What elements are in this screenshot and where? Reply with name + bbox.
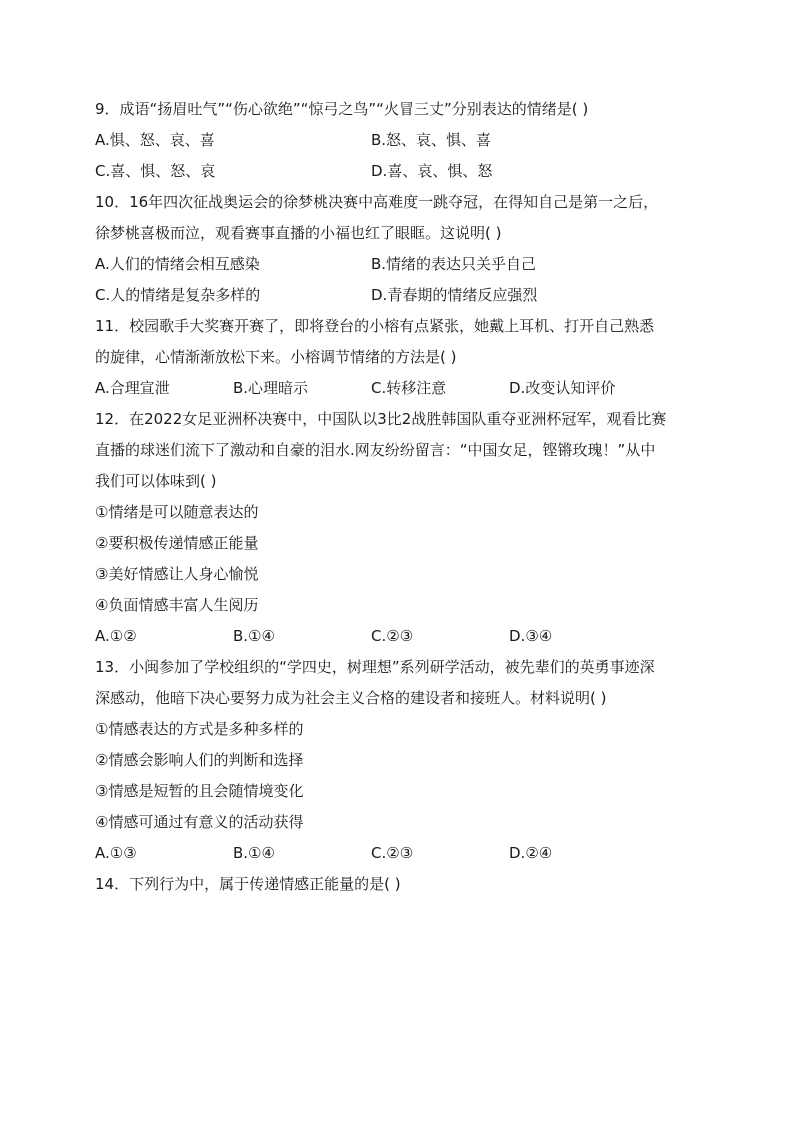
question-11 xyxy=(95,311,695,404)
statement-4: ④负面情感丰富人生阅历 xyxy=(95,596,259,614)
statement-1: ①情感表达的方式是多种多样的 xyxy=(95,720,304,738)
option-a: A.①③ xyxy=(95,844,137,862)
question-stem: 13．小闽参加了学校组织的“学四史，树理想”系列研学活动，被先辈们的英勇事迹深 xyxy=(95,658,655,676)
options-row xyxy=(95,621,695,652)
options-row xyxy=(95,280,695,311)
question-stem: 11．校园歌手大奖赛开赛了，即将登台的小榕有点紧张，她戴上耳机、打开自己熟悉 xyxy=(95,317,655,335)
question-stem: 14．下列行为中，属于传递情感正能量的是( ) xyxy=(95,875,401,893)
options-row xyxy=(95,125,695,156)
options-row xyxy=(95,838,695,869)
option-c: C.转移注意 xyxy=(371,379,447,397)
question-14 xyxy=(95,869,695,900)
question-stem: 深感动，他暗下决心要努力成为社会主义合格的建设者和接班人。材料说明( ) xyxy=(95,689,607,707)
statement-3: ③美好情感让人身心愉悦 xyxy=(95,565,259,583)
option-d: D.改变认知评价 xyxy=(509,379,616,397)
option-b: B.情绪的表达只关乎自己 xyxy=(371,255,537,273)
question-stem: 9．成语“扬眉吐气”“伤心欲绝”“惊弓之鸟”“火冒三丈”分别表达的情绪是( ) xyxy=(95,100,589,118)
option-d: D.③④ xyxy=(509,627,553,645)
question-stem: 我们可以体味到( ) xyxy=(95,472,217,490)
options-row xyxy=(95,249,695,280)
option-a: A.人们的情绪会相互感染 xyxy=(95,255,260,273)
option-d: D.喜、哀、惧、怒 xyxy=(371,162,493,180)
statement-1: ①情绪是可以随意表达的 xyxy=(95,503,259,521)
question-stem: 徐梦桃喜极而泣，观看赛事直播的小福也红了眼眶。这说明( ) xyxy=(95,224,502,242)
question-list xyxy=(95,94,695,900)
option-c: C.②③ xyxy=(371,627,414,645)
question-stem: 12．在2022女足亚洲杯决赛中，中国队以3比2战胜韩国队重夺亚洲杯冠军，观看比赛 xyxy=(95,410,667,428)
option-a: A.惧、怒、哀、喜 xyxy=(95,131,215,149)
question-stem: 直播的球迷们流下了激动和自豪的泪水.网友纷纷留言：“中国女足，铿锵玫瑰！”从中 xyxy=(95,441,656,459)
option-a: A.合理宣泄 xyxy=(95,379,170,397)
question-9 xyxy=(95,94,695,187)
statement-4: ④情感可通过有意义的活动获得 xyxy=(95,813,304,831)
option-c: C.②③ xyxy=(371,844,414,862)
options-row xyxy=(95,373,695,404)
statement-3: ③情感是短暂的且会随情境变化 xyxy=(95,782,304,800)
question-12 xyxy=(95,404,695,652)
statement-2: ②要积极传递情感正能量 xyxy=(95,534,259,552)
option-c: C.人的情绪是复杂多样的 xyxy=(95,286,261,304)
question-10 xyxy=(95,187,695,311)
question-13 xyxy=(95,652,695,869)
option-d: D.②④ xyxy=(509,844,553,862)
statement-2: ②情感会影响人们的判断和选择 xyxy=(95,751,304,769)
question-stem: 的旋律，心情渐渐放松下来。小榕调节情绪的方法是( ) xyxy=(95,348,457,366)
option-b: B.心理暗示 xyxy=(233,379,309,397)
option-b: B.怒、哀、惧、喜 xyxy=(371,131,492,149)
option-b: B.①④ xyxy=(233,844,275,862)
question-stem: 10．16年四次征战奥运会的徐梦桃决赛中高难度一跳夺冠，在得知自己是第一之后， xyxy=(95,193,659,211)
option-a: A.①② xyxy=(95,627,137,645)
option-d: D.青春期的情绪反应强烈 xyxy=(371,286,538,304)
options-row xyxy=(95,156,695,187)
option-b: B.①④ xyxy=(233,627,275,645)
option-c: C.喜、惧、怒、哀 xyxy=(95,162,216,180)
